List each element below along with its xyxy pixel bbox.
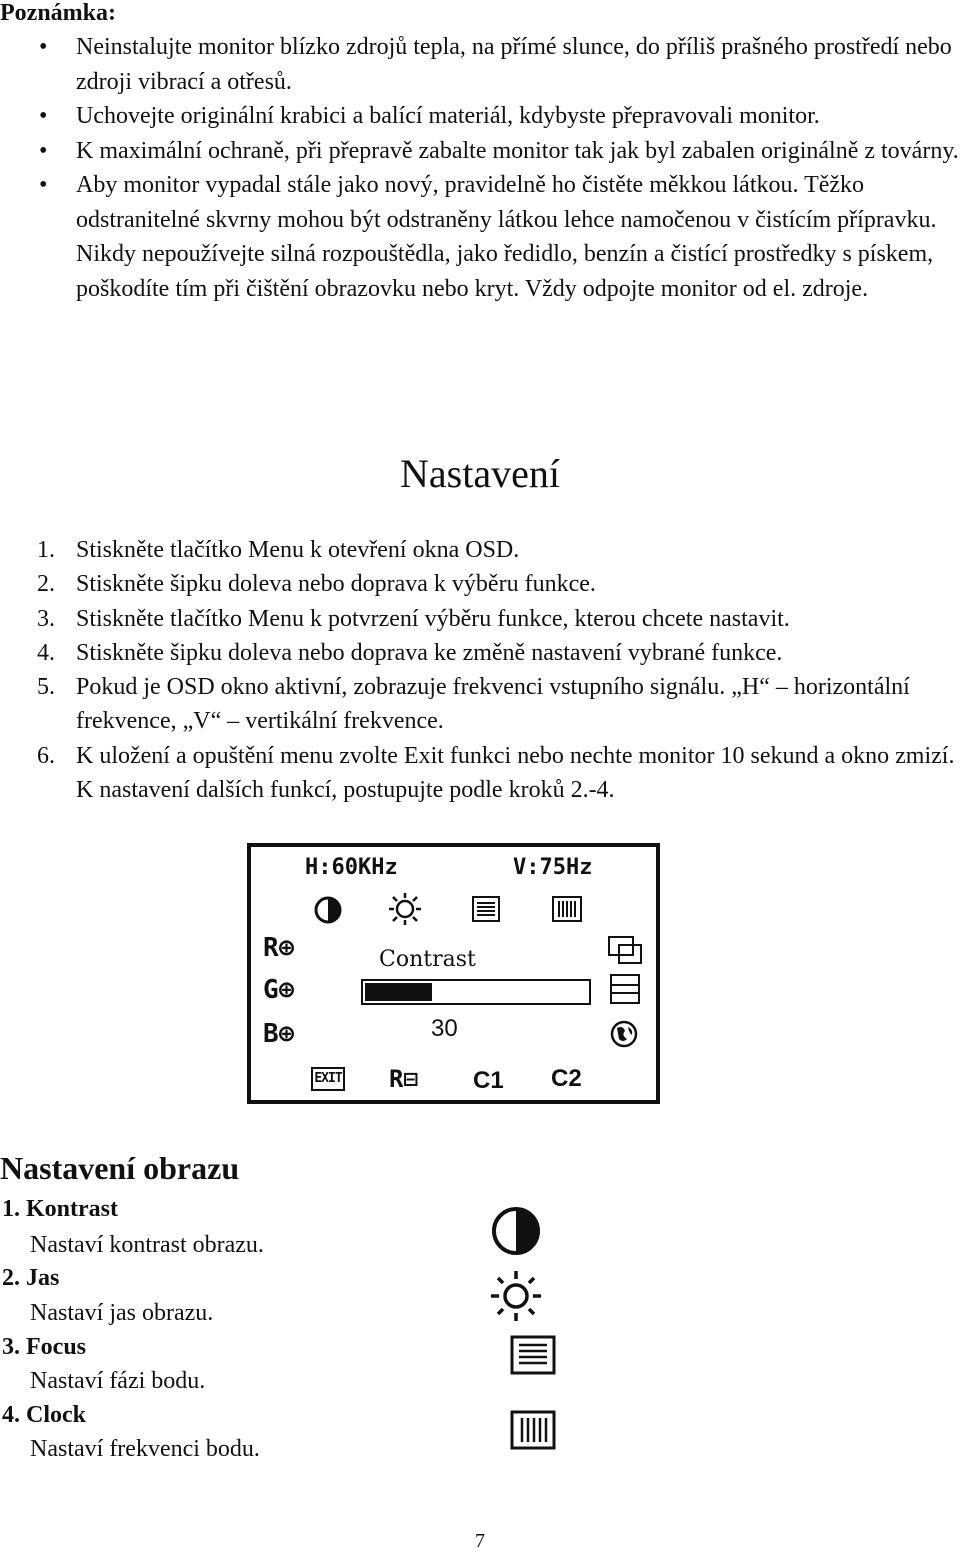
osd-green xyxy=(263,975,294,1005)
note-item: • K maximální ochraně, při přepravě zabalte monitor tak jak byl zabalen originálně z továrny. xyxy=(0,134,960,169)
step-text: Stiskněte tlačítko Menu k potvrzení výběru funkce, kterou chcete nastavit. xyxy=(76,605,790,632)
item-title: 3. Focus xyxy=(2,1334,86,1360)
exit-icon: EXIT xyxy=(311,1067,345,1091)
osd-red xyxy=(263,933,294,963)
plus-circle-icon: ⊕ xyxy=(278,933,295,963)
step-number: 6. xyxy=(37,742,55,769)
osd-h-frequency: H:60KHz xyxy=(305,855,398,880)
step-item xyxy=(0,670,960,739)
contrast-icon xyxy=(490,1205,542,1257)
osd-value: 30 xyxy=(431,1015,458,1042)
note-list xyxy=(0,30,960,306)
item-description: Nastaví fázi bodu. xyxy=(30,1368,206,1394)
osd-window xyxy=(247,843,660,1104)
item-description: Nastaví frekvenci bodu. xyxy=(30,1436,260,1462)
item-description: Nastaví jas obrazu. xyxy=(30,1300,214,1326)
step-item xyxy=(0,567,960,601)
plus-circle-icon: ⊕ xyxy=(278,975,295,1005)
focus-icon xyxy=(471,895,501,923)
step-text: Stiskněte šipku doleva nebo doprava ke změně nastavení vybrané funkce. xyxy=(76,639,783,666)
osd-blue xyxy=(263,1019,294,1049)
osd-function-label: Contrast xyxy=(379,947,476,972)
step-number: 4. xyxy=(37,639,55,666)
recall-icon: ⊟ xyxy=(403,1065,418,1093)
position-icon xyxy=(607,935,643,965)
note-item: • Uchovejte originální krabici a balící materiál, kdybyste přepravovali monitor. xyxy=(0,99,960,134)
step-item xyxy=(0,602,960,636)
osd-v-frequency: V:75Hz xyxy=(513,855,593,880)
item-title: 2. Jas xyxy=(2,1265,60,1291)
item-title: 4. Clock xyxy=(2,1402,86,1428)
size-icon xyxy=(609,973,641,1005)
settings-heading: Nastavení xyxy=(400,451,560,496)
clock-icon xyxy=(551,895,583,923)
osd-blue-label: B xyxy=(263,1019,279,1049)
settings-steps xyxy=(0,533,960,807)
clock-icon xyxy=(510,1410,556,1450)
osd-green-label: G xyxy=(263,975,279,1005)
step-text: K uložení a opuštění menu zvolte Exit funkci nebo nechte monitor 10 sekund a okno zmizí. K nastavení dalších funkcí, postupujte podle kroků 2.-4. xyxy=(76,742,955,804)
plus-circle-icon: ⊕ xyxy=(278,1019,295,1049)
step-text: Pokud je OSD okno aktivní, zobrazuje frekvenci vstupního signálu. „H“ – horizontální frekvence, „V“ – vertikální frekvence. xyxy=(76,674,910,735)
step-number: 1. xyxy=(37,537,55,563)
brightness-icon xyxy=(387,891,423,927)
page-number: 7 xyxy=(475,1530,485,1552)
image-settings-heading: Nastavení obrazu xyxy=(0,1150,240,1186)
item-description: Nastaví kontrast obrazu. xyxy=(30,1232,264,1258)
note-item: • Neinstalujte monitor blízko zdrojů tepla, na přímé slunce, do příliš prašného prostředí nebo zdroji vibrací a otřesů. xyxy=(0,30,960,99)
osd-red-label: R xyxy=(263,933,279,963)
language-globe-icon xyxy=(609,1019,639,1049)
osd-level-bar xyxy=(361,979,591,1005)
step-number: 5. xyxy=(37,674,55,701)
step-item xyxy=(0,636,960,670)
note-item: • Aby monitor vypadal stále jako nový, pravidelně ho čistěte měkkou látkou. Těžko odstranitelné skvrny mohou být odstraněny látkou lehce namočenou v čistícím přípravku. Nikdy nepoužívejte silná rozpouštědla, jako ředidlo, benzín a čistící prostředky s pískem, poškodíte tím při čištění obrazovku nebo kryt. Vždy odpojte monitor od el. zdroje. xyxy=(0,168,960,306)
brightness-icon xyxy=(488,1268,544,1324)
osd-c2: C2 xyxy=(551,1065,582,1092)
contrast-icon xyxy=(313,895,343,925)
note-title: Poznámka: xyxy=(0,0,116,26)
step-text: Stiskněte šipku doleva nebo doprava k výběru funkce. xyxy=(76,571,596,598)
focus-icon xyxy=(510,1335,556,1375)
step-number: 3. xyxy=(37,605,55,632)
osd-recall-label: R xyxy=(389,1065,404,1093)
osd-c1: C1 xyxy=(473,1067,504,1094)
osd-recall xyxy=(389,1065,418,1093)
step-item xyxy=(0,739,960,808)
step-item xyxy=(0,533,960,567)
step-number: 2. xyxy=(37,571,55,598)
step-text: Stiskněte tlačítko Menu k otevření okna OSD. xyxy=(76,537,520,563)
item-title: 1. Kontrast xyxy=(2,1196,118,1222)
osd-level-fill xyxy=(365,983,432,1001)
